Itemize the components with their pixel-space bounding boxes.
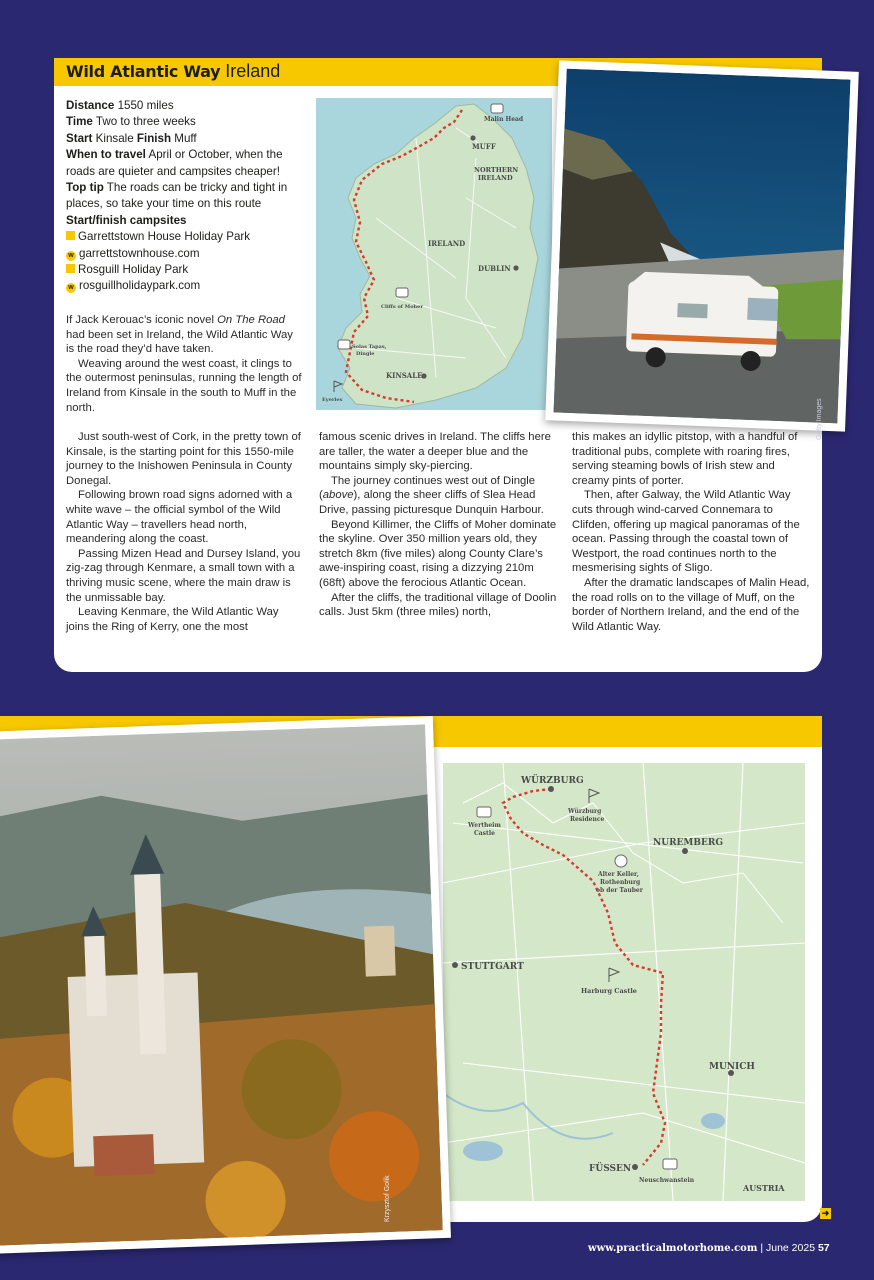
map-label-munich: MUNICH: [709, 1062, 755, 1072]
square-bullet-icon: [66, 231, 75, 240]
paragraph: Following brown road signs adorned with a white wave – the official symbol of the Wild Atlantic Way – travellers head north, meandering along the coast.: [66, 489, 293, 546]
map-label-alter-keller: Alter Keller,: [598, 871, 639, 878]
campsite-name: Rosguill Holiday Park: [66, 262, 302, 278]
map-label-wertheim: Wertheim: [468, 822, 501, 829]
campsite-name: Garrettstown House Holiday Park: [66, 229, 302, 245]
map-label-nuremberg: NUREMBERG: [653, 838, 724, 848]
photo-credit-getty: Getty Images: [816, 398, 823, 440]
map-label-ireland: IRELAND: [428, 239, 466, 248]
motorhome-photo: [545, 60, 859, 431]
germany-route-map: [443, 763, 805, 1201]
fact-distance: Distance 1550 miles: [66, 99, 174, 112]
article-column-2: [319, 430, 557, 620]
fact-box: [66, 98, 302, 295]
web-icon: w: [66, 283, 76, 293]
article-column-3: [572, 430, 812, 634]
paragraph: After the dramatic landscapes of Malin Head, the road rolls on to the village of Muff, on the border of Northern Ireland, and the end of the Wild Atlantic Way.: [572, 576, 810, 633]
footer-date: June 2025: [766, 1242, 816, 1254]
map-label-residence: Residence: [570, 816, 605, 823]
map-label-wurzburg-residence: Würzburg: [568, 808, 602, 815]
map-label-harburg-castle: Harburg Castle: [581, 987, 637, 995]
map-label-kinsale: KINSALE: [386, 371, 423, 380]
map-label-wurzburg: WÜRZBURG: [521, 776, 584, 786]
campsites-heading: Start/finish campsites: [66, 213, 187, 227]
fact-when: When to travel April or October, when the roads are quieter and campsites cheaper!: [66, 148, 283, 178]
campsite-website[interactable]: w rosguillholidaypark.com: [66, 278, 302, 294]
map-label-ob-der-tauber: ob der Tauber: [596, 887, 643, 894]
map-label-dingle: Dingle: [356, 351, 375, 357]
title-bold: Wild Atlantic Way: [66, 62, 221, 81]
fact-start-finish: Start Kinsale Finish Muff: [66, 131, 197, 145]
map-label-cliffs-of-moher: Cliffs of Moher: [381, 304, 423, 310]
photo-credit-castle: Krzysztof Golik: [384, 1175, 391, 1222]
page-number: 57: [817, 1242, 830, 1254]
map-label-austria: AUSTRIA: [743, 1183, 785, 1193]
map-label-stuttgart: STUTTGART: [461, 962, 524, 972]
paragraph: Beyond Killimer, the Cliffs of Moher dominate the skyline. Over 350 million years old, they stretch 8km (five miles) along County Clare’s awe-inspiring coast, rising a dizzying 210m (68ft) above the ferocious Atlantic Ocean.: [319, 518, 557, 589]
campsite-website[interactable]: w garrettstownhouse.com: [66, 246, 302, 262]
square-bullet-icon: [66, 264, 75, 273]
neuschwanstein-photo: [0, 716, 451, 1254]
paragraph: this makes an idyllic pitstop, with a handful of traditional pubs, complete with roaring fires, serving steaming bowls of Irish stew and creamy pints of porter.: [572, 431, 798, 487]
map-label-rothenburg: Rothenburg: [600, 879, 641, 886]
map-label-ireland-ni: IRELAND: [478, 174, 513, 182]
paragraph: Passing Mizen Head and Dursey Island, you zig-zag through Kenmare, a small town with a thriving music scene, where the main draw is the unmissable bay.: [66, 547, 301, 604]
map-label-fussen: FÜSSEN: [589, 1164, 632, 1174]
paragraph: Then, after Galway, the Wild Atlantic Way cuts through wind-carved Connemara to Clifden, offering up magical panoramas of the ocean. Passing through the coastal town of Westport, the road continues north to the mesmerising sights of Sligo.: [572, 489, 800, 575]
map-label-eyeries: Eyeries: [322, 397, 343, 403]
map-label-northern: NORTHERN: [474, 166, 519, 174]
title-country: Ireland: [225, 61, 281, 81]
map-label-solas-tapas: Solas Tapas,: [352, 344, 387, 350]
paragraph: Leaving Kenmare, the Wild Atlantic Way joins the Ring of Kerry, one the most: [66, 606, 279, 633]
article-title: [66, 61, 280, 82]
map-label-malin-head: Malin Head: [484, 116, 524, 123]
map-label-dublin: DUBLIN: [478, 264, 511, 273]
motorhome-cliff-image: [554, 69, 851, 424]
web-icon: w: [66, 251, 76, 261]
fact-time: Time Two to three weeks: [66, 115, 196, 129]
page-footer: www.practicalmotorhome.com | June 2025 57: [588, 1242, 830, 1254]
paragraph: If Jack Kerouac’s iconic novel On The Road had been set in Ireland, the Wild Atlantic Way is the road they’d have taken.: [66, 314, 293, 356]
paragraph: famous scenic drives in Ireland. The cliffs here are taller, the water a deeper blue and the mountains simply sky-piercing.: [319, 431, 551, 473]
paragraph: Weaving around the west coast, it clings to the outermost peninsulas, running the length of Ireland from Kinsale in the south to Muff in the north.: [66, 357, 302, 414]
continue-arrow-icon: ➜: [821, 1208, 830, 1218]
paragraph: After the cliffs, the traditional village of Doolin calls. Just 5km (three miles) north,: [319, 591, 557, 619]
map-label-muff: MUFF: [472, 142, 496, 151]
map-label-castle: Castle: [474, 830, 495, 837]
paragraph: Just south-west of Cork, in the pretty town of Kinsale, is the starting point for this 1550-mile journey to the Inishowen Peninsula in County Donegal.: [66, 431, 301, 487]
fact-tip: Top tip The roads can be tricky and tight in places, so take your time on this route: [66, 181, 288, 211]
footer-url[interactable]: www.practicalmotorhome.com: [588, 1243, 758, 1254]
article-column-1: [66, 430, 304, 634]
paragraph: The journey continues west out of Dingle (above), along the sheer cliffs of Slea Head Drive, passing picturesque Dunquin Harbour.: [319, 474, 544, 516]
map-label-neuschwanstein: Neuschwanstein: [639, 1177, 695, 1184]
neuschwanstein-castle-image: [0, 724, 443, 1245]
article-column-1-top: [66, 313, 304, 415]
ireland-route-map: [316, 98, 552, 410]
